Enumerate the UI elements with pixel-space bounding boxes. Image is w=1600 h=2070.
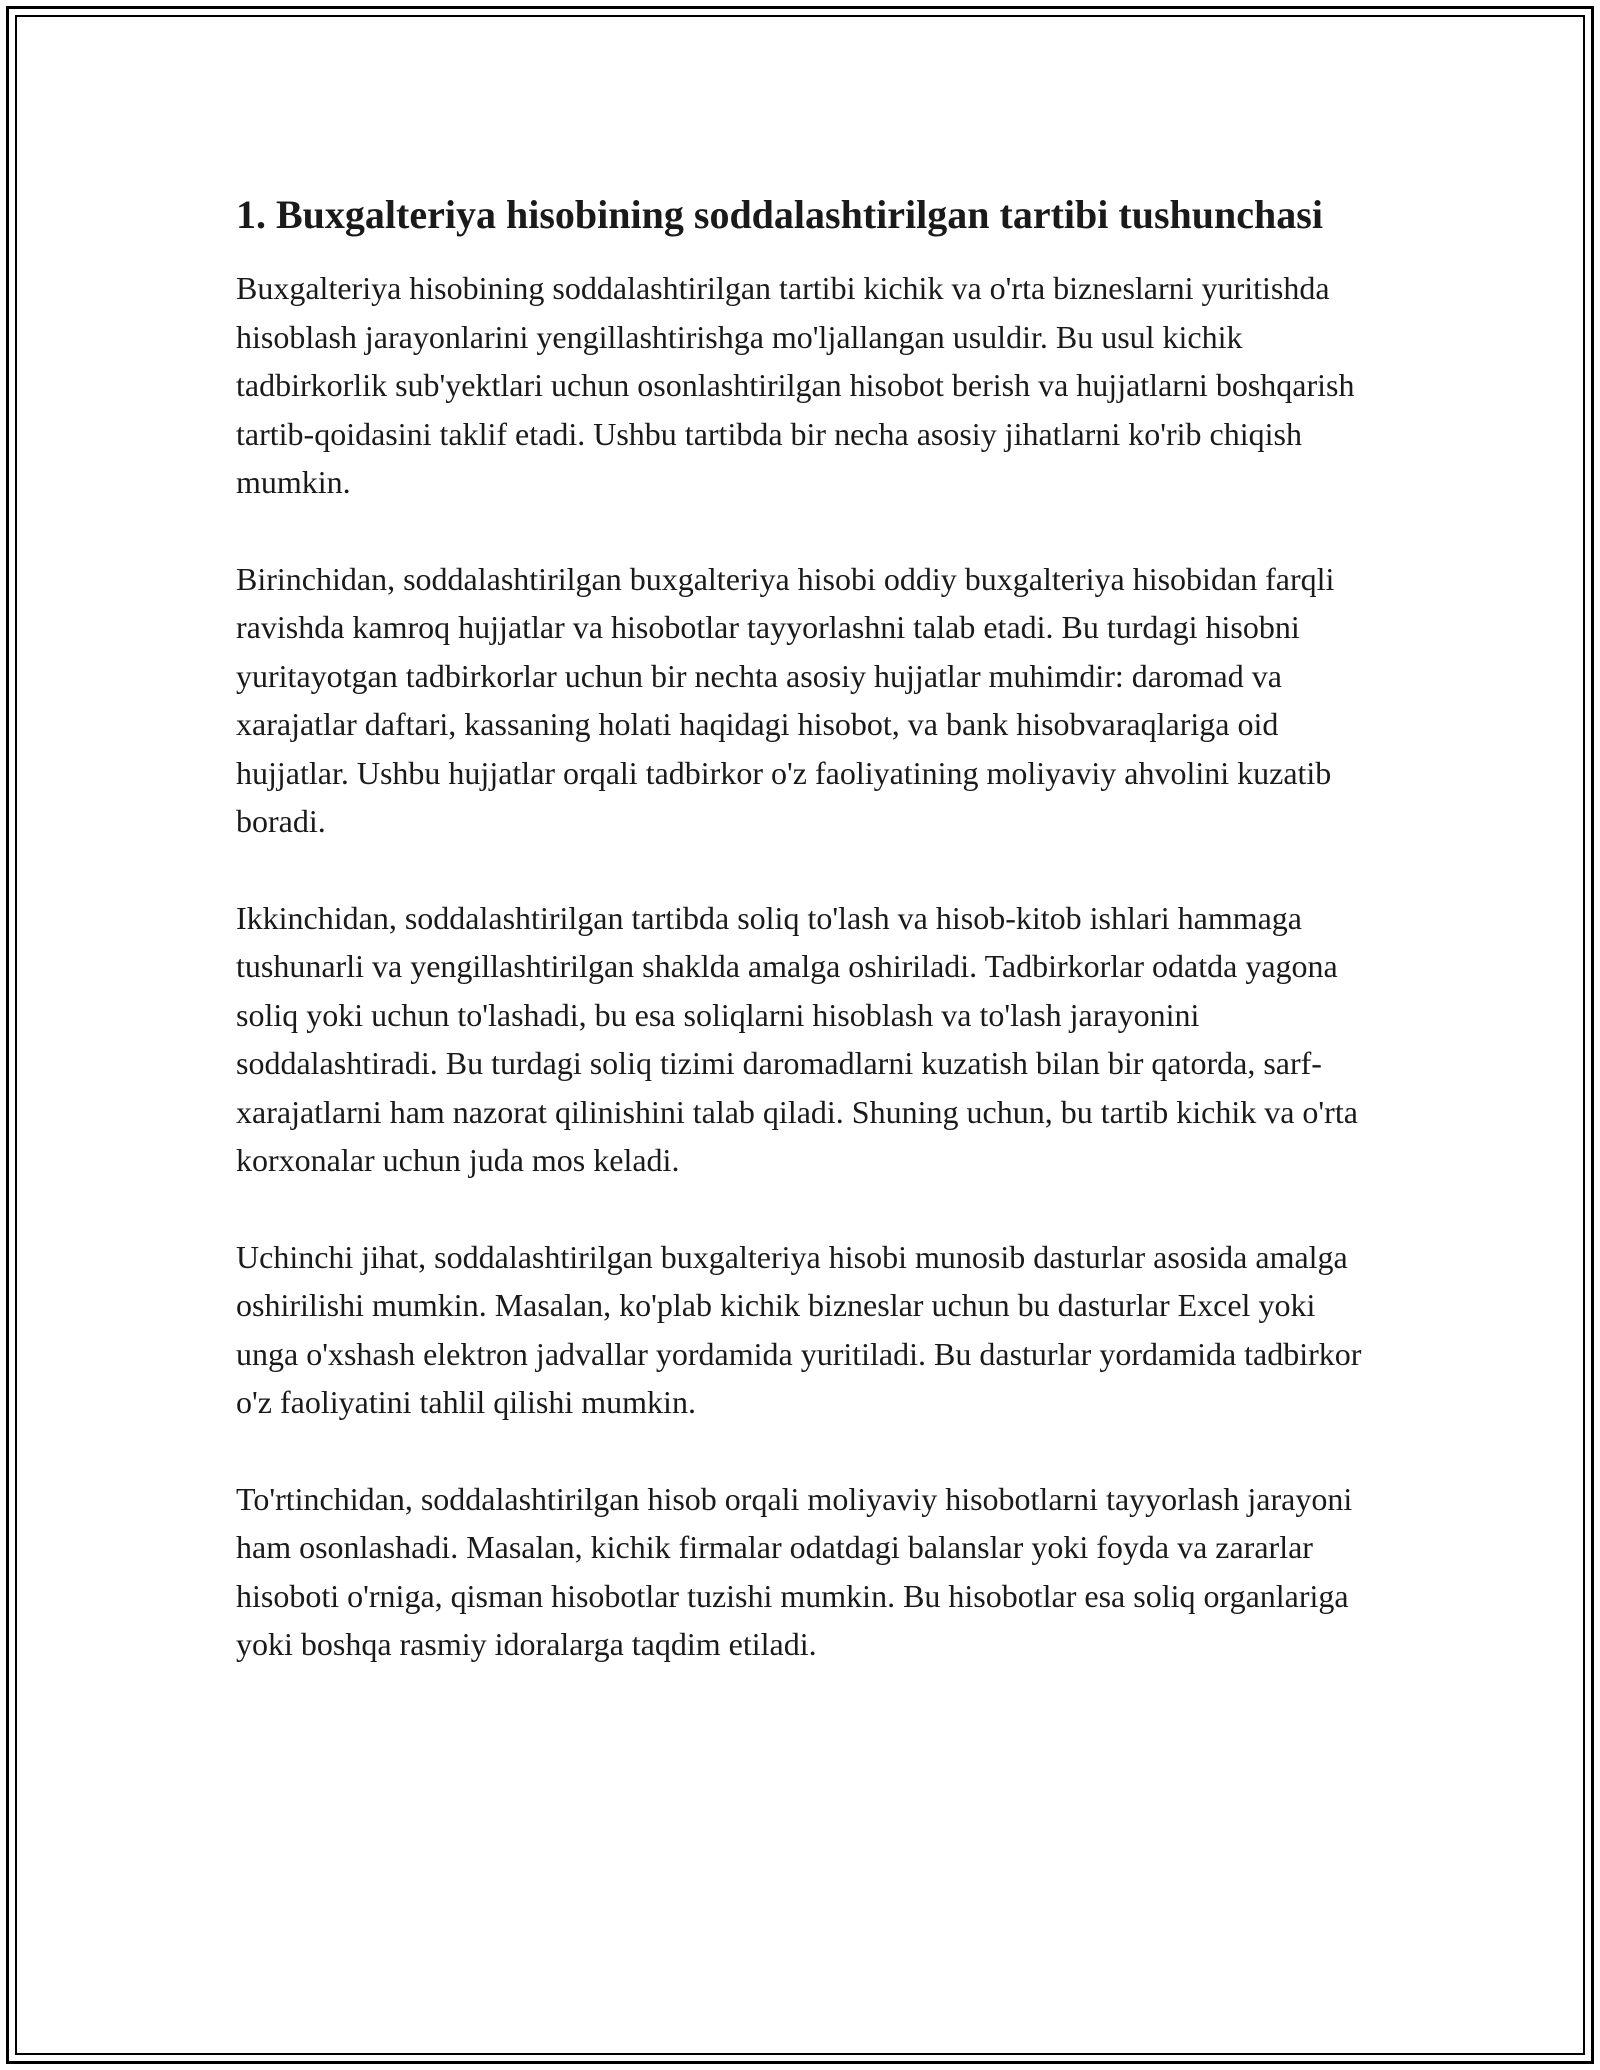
document-body [236, 188, 1366, 1669]
paragraph-third-point: Uchinchi jihat, soddalashtirilgan buxgalteriya hisobi munosib dasturlar asosida amalga oshirilishi mumkin. Masalan, ko'plab kichik bizneslar uchun bu dasturlar Excel yoki unga o'xshash elektron jadvallar yordamida yuritiladi. Bu dasturlar yordamida tadbirkor o'z faoliyatini tahlil qilishi mumkin. [236, 1238, 1362, 1420]
paragraph-fourth-point: To'rtinchidan, soddalashtirilgan hisob orqali moliyaviy hisobotlarni tayyorlash jarayoni ham osonlashadi. Masalan, kichik firmalar odatdagi balanslar yoki foyda va zararlar hisoboti o'rniga, qisman hisobotlar tuzishi mumkin. Bu hisobotlar esa soliq organlariga yoki boshqa rasmiy idoralarga taqdim etiladi. [236, 1480, 1353, 1662]
paragraph-second-point: Ikkinchidan, soddalashtirilgan tartibda soliq to'lash va hisob-kitob ishlari hammaga tushunarli va yengillashtirilgan shaklda amalga oshiriladi. Tadbirkorlar odatda yagona soliq yoki uchun to'lashadi, bu esa soliqlarni hisoblash va to'lash jarayonini soddalashtiradi. Bu turdagi soliq tizimi daromadlarni kuzatish bilan bir qatorda, sarf-xarajatlarni ham nazorat qilinishini talab qiladi. Shuning uchun, bu tartib kichik va o'rta korxonalar uchun juda mos keladi. [236, 899, 1358, 1178]
paragraph-intro: Buxgalteriya hisobining soddalashtirilgan tartibi kichik va o'rta bizneslarni yuritishda hisoblash jarayonlarini yengillashtirishga mo'ljallangan usuldir. Bu usul kichik tadbirkorlik sub'yektlari uchun osonlashtirilgan hisobot berish va hujjatlarni boshqarish tartib-qoidasini taklif etadi. Ushbu tartibda bir necha asosiy jihatlarni ko'rib chiqish mumkin. [236, 270, 1355, 500]
document-title: 1. Buxgalteriya hisobining soddalashtirilgan tartibi tushunchasi [236, 192, 1323, 237]
paragraph-first-point: Birinchidan, soddalashtirilgan buxgalteriya hisobi oddiy buxgalteriya hisobidan farqli ravishda kamroq hujjatlar va hisobotlar tayyorlashni talab etadi. Bu turdagi hisobni yuritayotgan tadbirkorlar uchun bir nechta asosiy hujjatlar muhimdir: daromad va xarajatlar daftari, kassaning holati haqidagi hisobot, va bank hisobvaraqlariga oid hujjatlar. Ushbu hujjatlar orqali tadbirkor o'z faoliyatining moliyaviy ahvolini kuzatib boradi. [236, 560, 1335, 839]
